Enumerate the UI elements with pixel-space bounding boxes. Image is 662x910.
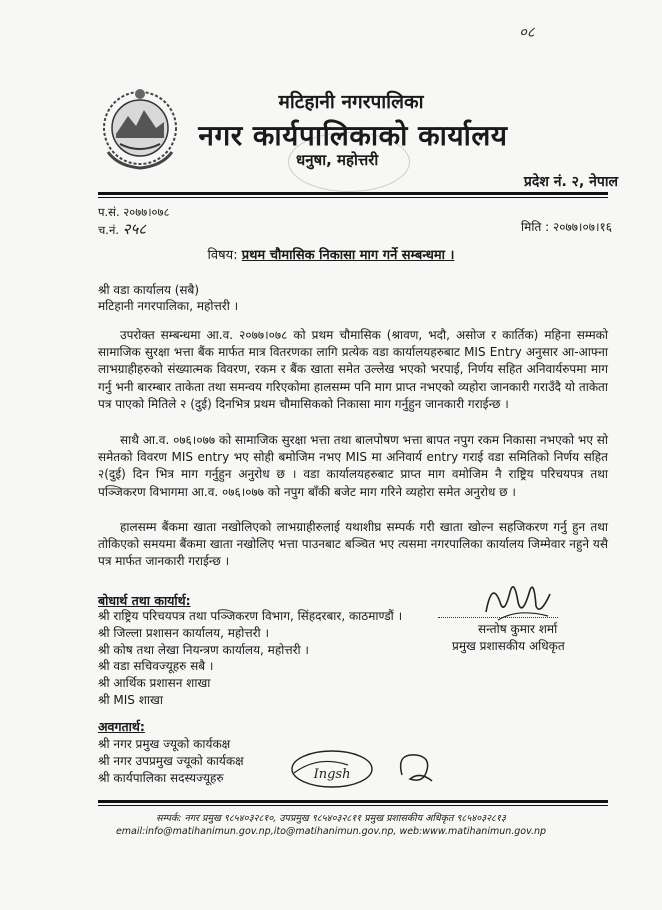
header-rule-thin — [98, 197, 608, 198]
list-item: श्री MIS शाखा — [98, 692, 163, 707]
date-value: २०७७।०७।१६ — [552, 220, 612, 234]
list-item: श्री कोष तथा लेखा नियन्त्रण कार्यालय, महोत्तरी । — [98, 642, 309, 657]
list-item: श्री राष्ट्रिय परिचयपत्र तथा पञ्जिकरण विभाग, सिंहदरबार, काठमाण्डौं । — [98, 609, 403, 623]
cc-info-heading: अवगतार्थ: — [98, 719, 145, 734]
chn-label: च.नं. — [98, 223, 119, 237]
signatory-name: सन्तोष कुमार शर्मा — [478, 622, 558, 636]
list-item: श्री नगर प्रमुख ज्यूको कार्यकक्ष — [98, 737, 231, 751]
list-item: श्री कार्यपालिका सदस्यज्यूहरु — [98, 770, 224, 785]
cc-action-heading: बोधार्थ तथा कार्यार्थ: — [98, 593, 191, 608]
office-location: धनुषा, महोत्तरी — [296, 151, 379, 169]
header-rule — [98, 192, 608, 195]
subject-text: प्रथम चौमासिक निकासा माग गर्ने सम्बन्धमा । — [241, 248, 455, 263]
province-label: प्रदेश नं. २, नेपाल — [523, 174, 618, 190]
subject-line — [0, 245, 662, 263]
body-paragraph-3: हालसम्म बैंकमा खाता नखोलिएको लाभग्राहीरुलाई यथाशीघ्र सम्पर्क गरी खाता खोल्न सहजिकरण गर्नु हुन तथा तोकिएको समयमा बैंकमा खाता नखोलिए भत्ता पाउनबाट बञ्चित भए त्यसमा नगरपालिका कार्यालय जिम्मेवार नहुने यसै पत्र मार्फत जानकारी गराईन्छ । — [98, 520, 608, 569]
chn-value: २५८ — [122, 220, 147, 238]
list-item: श्री नगर उपप्रमुख ज्यूको कार्यकक्ष — [98, 753, 244, 768]
subject-label: विषय: — [207, 248, 238, 263]
footer-rule — [98, 800, 608, 803]
body-paragraph-2: साथै आ.व. ०७६।०७७ को सामाजिक सुरक्षा भत्ता तथा बालपोषण भत्ता बापत नपुग रकम निकासा नभएको भए सो समेतको विवरण MIS entry भए सोही बमोजिम नभए MIS मा अनिवार्य entry गराई वडा समितिको निर्णय सहित २(दुई) दिन भित्र माग गर्नुहुन अनुरोध छ । वडा कार्यालयहरुबाट प्राप्त माग वमोजिम नै राष्ट्रिय परिचयपत्र तथा पञ्जिकरण विभागमा आ.व. ०७६।०७७ को नपुग बाँकी बजेट माग गरिने व्यहोरा समेत अनुरोध छ । — [98, 433, 608, 499]
org-name: मटिहानी नगरपालिका — [278, 91, 424, 113]
office-title: नगर कार्यपालिकाको कार्यालय — [198, 119, 508, 152]
letter-date — [521, 218, 612, 235]
list-item: श्री जिल्ला प्रशासन कार्यालय, महोत्तरी । — [98, 625, 270, 640]
initial-signature-1 — [288, 745, 376, 791]
chn-number — [98, 219, 146, 239]
list-item: श्री आर्थिक प्रशासन शाखा — [98, 676, 211, 691]
addressee-line-2: मटिहानी नगरपालिका, महोत्तरी । — [98, 299, 239, 313]
footer-contacts: सम्पर्क: नगर प्रमुख ९८५४०३२८१०, उपप्रमुख ९८५४०३२८११ प्रमुख प्रशासकीय अधिकृत ९८५४०३२८१३ — [156, 813, 506, 824]
addressee-line-1: श्री वडा कार्यालय (सबै) — [98, 283, 200, 297]
initial-signature-2 — [392, 745, 440, 791]
list-item: श्री वडा सचिवज्यूहरु सबै । — [98, 659, 214, 674]
corner-handwritten-note: ०८ — [519, 23, 535, 41]
ps-number — [98, 205, 170, 220]
signatory-title: प्रमुख प्रशासकीय अधिकृत — [452, 639, 565, 653]
body-paragraph-1: उपरोक्त सम्बन्धमा आ.व. २०७७।०७८ को प्रथम चौमासिक (श्रावण, भदौ, असोज र कार्तिक) महिना सम्मको सामाजिक सुरक्षा भत्ता बैंक मार्फत मात्र वितरणका लागि प्रत्येक वडा कार्यालयहरुबाट MIS Entry अनुसार आ-आफ्ना लाभग्राहीहरुको संख्यात्मक विवरण, रकम र बैंक खाता समेत उल्लेख भएको भरपाई, निर्णय सहित अनिवार्यरुपमा माग गर्नु भनी बारम्बार ताकेता तथा समन्वय गरिएकोमा हालसम्म पनि माग प्राप्त नभएको व्यहोरा जानकारी गराउँदै यो ताकेता पत्र पाएको मितिले २ (दुई) दिनभित्र प्रथम चौमासिकको निकासा माग गर्नुहुन जानकारी गराईन्छ । — [98, 328, 608, 411]
footer-web: email:info@matihanimun.gov.np,ito@matihanimun.gov.np, web:www.matihanimun.gov.np — [115, 826, 547, 837]
cc-info-list — [98, 736, 244, 786]
cc-action-list — [98, 608, 402, 709]
ps-label: प.सं. — [98, 205, 120, 219]
ps-value: २०७७।०७८ — [123, 205, 170, 219]
date-label: मिति : — [521, 220, 550, 234]
initial-text: Ingsh — [313, 767, 351, 782]
signature-line — [438, 617, 558, 618]
footer-rule-thin — [98, 805, 608, 806]
